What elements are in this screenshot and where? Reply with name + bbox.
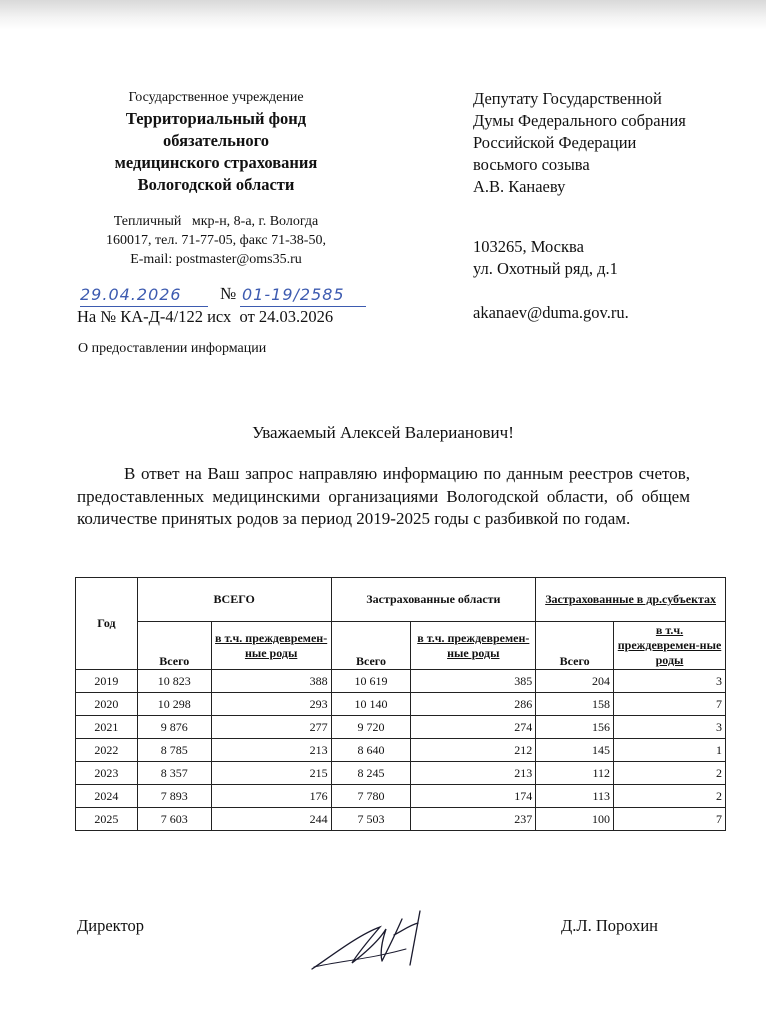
- subheader-preterm-label: в т.ч. преждевремен-ные роды: [617, 623, 722, 667]
- cell-region-preterm: 212: [411, 739, 536, 762]
- sender-block: [92, 88, 340, 269]
- cell-total: 10 298: [137, 693, 211, 716]
- group-header-other-label: Застрахованные в др.субъектах: [545, 592, 717, 606]
- subheader-preterm: [411, 622, 536, 670]
- cell-region-preterm: 174: [411, 785, 536, 808]
- sender-org-name-line: медицинского страхования: [114, 153, 318, 172]
- signer-name: Д.Л. Порохин: [561, 916, 658, 935]
- scan-top-shadow: [0, 0, 766, 30]
- cell-total-preterm: 388: [211, 670, 331, 693]
- cell-other-preterm: 2: [614, 785, 726, 808]
- cell-other: 156: [536, 716, 614, 739]
- cell-year: 2019: [76, 670, 138, 693]
- cell-total: 8 357: [137, 762, 211, 785]
- subheader-total: Всего: [536, 622, 614, 670]
- recipient-address-line: ул. Охотный ряд, д.1: [473, 259, 618, 278]
- subheader-preterm-label: в т.ч. преждевремен-ные роды: [215, 630, 328, 660]
- registration-number: 01-19/2585: [242, 285, 345, 304]
- cell-region-preterm: 385: [411, 670, 536, 693]
- subheader-preterm: [211, 622, 331, 670]
- cell-region: 7 503: [331, 808, 411, 831]
- sender-address-line: Тепличный мкр-н, 8-а, г. Вологда: [113, 214, 319, 229]
- cell-other: 158: [536, 693, 614, 716]
- recipient-address: [473, 236, 618, 280]
- cell-region-preterm: 237: [411, 808, 536, 831]
- cell-total: 7 603: [137, 808, 211, 831]
- number-sign: №: [220, 284, 237, 303]
- cell-region: 10 140: [331, 693, 411, 716]
- subheader-preterm-label: в т.ч. преждевремен-ные роды: [417, 630, 530, 660]
- cell-year: 2020: [76, 693, 138, 716]
- subheader-total: Всего: [331, 622, 411, 670]
- cell-other: 113: [536, 785, 614, 808]
- table-row: [76, 808, 726, 831]
- cell-total: 10 823: [137, 670, 211, 693]
- cell-region-preterm: 286: [411, 693, 536, 716]
- table-row: [76, 670, 726, 693]
- cell-total-preterm: 215: [211, 762, 331, 785]
- table-row: [76, 693, 726, 716]
- cell-year: 2024: [76, 785, 138, 808]
- recipient-email: akanaev@duma.gov.ru.: [473, 303, 629, 322]
- recipient-line: Российской Федерации: [473, 133, 637, 152]
- cell-other: 145: [536, 739, 614, 762]
- cell-region: 9 720: [331, 716, 411, 739]
- reference-line: На № КА-Д-4/122 исх от 24.03.2026: [77, 307, 334, 326]
- cell-region-preterm: 213: [411, 762, 536, 785]
- subheader-preterm: [614, 622, 726, 670]
- cell-other: 204: [536, 670, 614, 693]
- cell-other-preterm: 3: [614, 670, 726, 693]
- cell-region: 8 640: [331, 739, 411, 762]
- recipient-address-line: 103265, Москва: [473, 237, 584, 256]
- subheader-total: Всего: [137, 622, 211, 670]
- registration-line: [80, 284, 380, 308]
- sender-address-line: E-mail: postmaster@oms35.ru: [130, 252, 302, 267]
- table-row: [76, 762, 726, 785]
- cell-year: 2025: [76, 808, 138, 831]
- sender-org-type: Государственное учреждение: [128, 90, 304, 105]
- births-table: [75, 577, 726, 831]
- group-header-other: [536, 578, 726, 622]
- cell-other-preterm: 2: [614, 762, 726, 785]
- cell-total-preterm: 277: [211, 716, 331, 739]
- letter-body: В ответ на Ваш запрос направляю информацию по данным реестров счетов, предоставленных медицинскими организациями Вологодской области, об общем количестве принятых родов за период 2019-2025 годы с разбивкой по годам.: [77, 464, 690, 529]
- table-subheader-row: [76, 622, 726, 670]
- sender-org-name-line: Вологодской области: [137, 175, 295, 194]
- cell-other-preterm: 1: [614, 739, 726, 762]
- sender-org-name-line: обязательного: [163, 131, 269, 150]
- cell-year: 2022: [76, 739, 138, 762]
- signer-position: Директор: [77, 916, 144, 935]
- cell-region-preterm: 274: [411, 716, 536, 739]
- cell-total: 9 876: [137, 716, 211, 739]
- group-header-region: Застрахованные области: [331, 578, 536, 622]
- cell-total-preterm: 213: [211, 739, 331, 762]
- cell-year: 2023: [76, 762, 138, 785]
- cell-total: 7 893: [137, 785, 211, 808]
- sender-address-line: 160017, тел. 71-77-05, факс 71-38-50,: [106, 233, 326, 248]
- cell-total-preterm: 176: [211, 785, 331, 808]
- table-row: [76, 739, 726, 762]
- sender-address: [92, 212, 340, 269]
- recipient-line: Думы Федерального собрания: [473, 111, 686, 130]
- table-row: [76, 785, 726, 808]
- cell-other-preterm: 3: [614, 716, 726, 739]
- letter-greeting: Уважаемый Алексей Валерианович!: [252, 423, 514, 442]
- table-header-row: [76, 578, 726, 622]
- table-row: [76, 716, 726, 739]
- cell-other: 112: [536, 762, 614, 785]
- cell-region: 10 619: [331, 670, 411, 693]
- year-header: Год: [76, 578, 138, 670]
- recipient-block: [473, 88, 686, 198]
- handwritten-signature: [310, 905, 440, 975]
- group-header-total: ВСЕГО: [137, 578, 331, 622]
- recipient-line: Депутату Государственной: [473, 89, 662, 108]
- cell-total-preterm: 293: [211, 693, 331, 716]
- cell-region: 7 780: [331, 785, 411, 808]
- sender-org-name-line: Территориальный фонд: [125, 109, 307, 128]
- cell-other-preterm: 7: [614, 693, 726, 716]
- letter-subject: О предоставлении информации: [78, 341, 267, 356]
- registration-date: 29.04.2026: [80, 285, 182, 304]
- cell-region: 8 245: [331, 762, 411, 785]
- cell-total: 8 785: [137, 739, 211, 762]
- cell-year: 2021: [76, 716, 138, 739]
- cell-other: 100: [536, 808, 614, 831]
- cell-other-preterm: 7: [614, 808, 726, 831]
- recipient-line: А.В. Канаеву: [473, 177, 566, 196]
- recipient-line: восьмого созыва: [473, 155, 590, 174]
- cell-total-preterm: 244: [211, 808, 331, 831]
